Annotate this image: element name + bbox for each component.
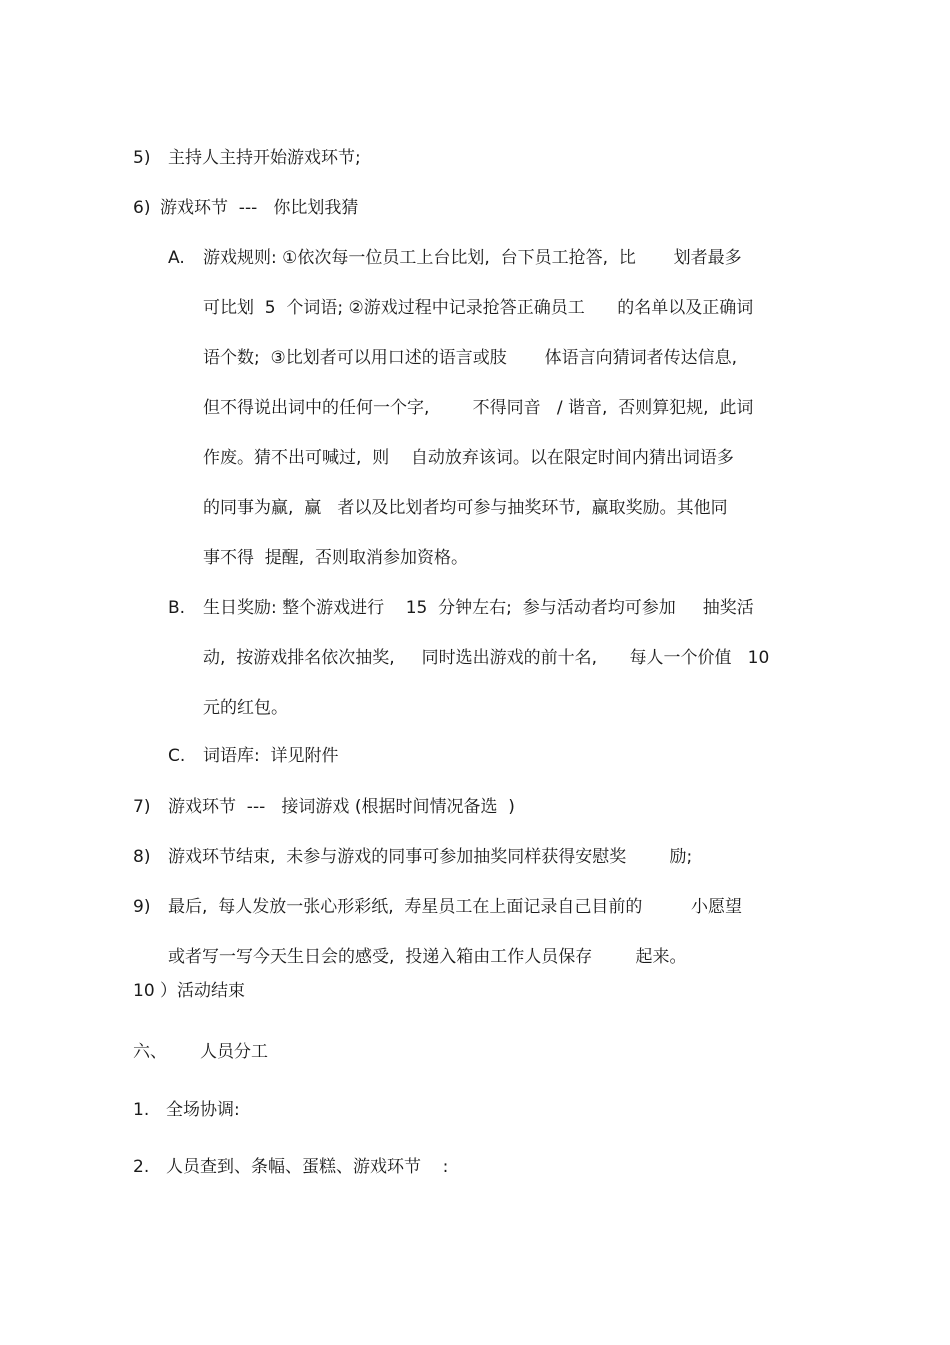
subitem-a-line: 但不得说出词中的任何一个字, 不得同音 / 谐音, 否则算犯规, 此词 — [203, 398, 754, 418]
role-text: 人员查到、条幅、蛋糕、游戏环节 : — [166, 1157, 449, 1177]
item-9-line: 或者写一写今天生日会的感受, 投递入箱由工作人员保存 起来。 — [168, 947, 687, 967]
subitem-b-line: 动, 按游戏排名依次抽奖, 同时选出游戏的前十名, 每人一个价值 10 — [203, 648, 770, 668]
section-6-title: 人员分工 — [200, 1042, 268, 1062]
role-number: 1. — [133, 1100, 150, 1120]
subitem-a-line: 的同事为赢, 赢 者以及比划者均可参与抽奖环节, 赢取奖励。其他同 — [203, 498, 728, 518]
item-5-number: 5) — [133, 148, 151, 168]
item-9-number: 9) — [133, 897, 151, 917]
item-7-number: 7) — [133, 797, 151, 817]
subitem-b-line: 元的红包。 — [203, 698, 288, 718]
subitem-c-text: 词语库: 详见附件 — [203, 746, 339, 766]
item-6-text: 游戏环节 --- 你比划我猜 — [160, 198, 359, 218]
item-6-number: 6) — [133, 198, 151, 218]
subitem-c-letter: C. — [168, 746, 186, 766]
subitem-b-letter: B. — [168, 598, 186, 618]
subitem-a-line: 游戏规则: ①依次每一位员工上台比划, 台下员工抢答, 比 划者最多 — [203, 248, 742, 268]
subitem-a-letter: A. — [168, 248, 185, 268]
subitem-a-line: 事不得 提醒, 否则取消参加资格。 — [203, 548, 469, 568]
item-7-text: 游戏环节 --- 接词游戏 (根据时间情况备选 ) — [168, 797, 515, 817]
item-8-number: 8) — [133, 847, 151, 867]
item-5-text: 主持人主持开始游戏环节; — [168, 148, 361, 168]
item-8-text: 游戏环节结束, 未参与游戏的同事可参加抽奖同样获得安慰奖 励; — [168, 847, 693, 867]
section-6-number: 六、 — [133, 1042, 167, 1062]
subitem-a-line: 可比划 5 个词语; ②游戏过程中记录抢答正确员工 的名单以及正确词 — [203, 298, 754, 318]
role-text: 全场协调: — [166, 1100, 240, 1120]
subitem-b-line: 生日奖励: 整个游戏进行 15 分钟左右; 参与活动者均可参加 抽奖活 — [203, 598, 754, 618]
subitem-a-line: 作废。猜不出可喊过, 则 自动放弃该词。以在限定时间内猜出词语多 — [203, 448, 734, 468]
item-10-text: 10 ）活动结束 — [133, 981, 246, 1001]
subitem-a-line: 语个数; ③比划者可以用口述的语言或肢 体语言向猜词者传达信息, — [203, 348, 738, 368]
role-number: 2. — [133, 1157, 150, 1177]
item-9-line: 最后, 每人发放一张心形彩纸, 寿星员工在上面记录自己目前的 小愿望 — [168, 897, 743, 917]
